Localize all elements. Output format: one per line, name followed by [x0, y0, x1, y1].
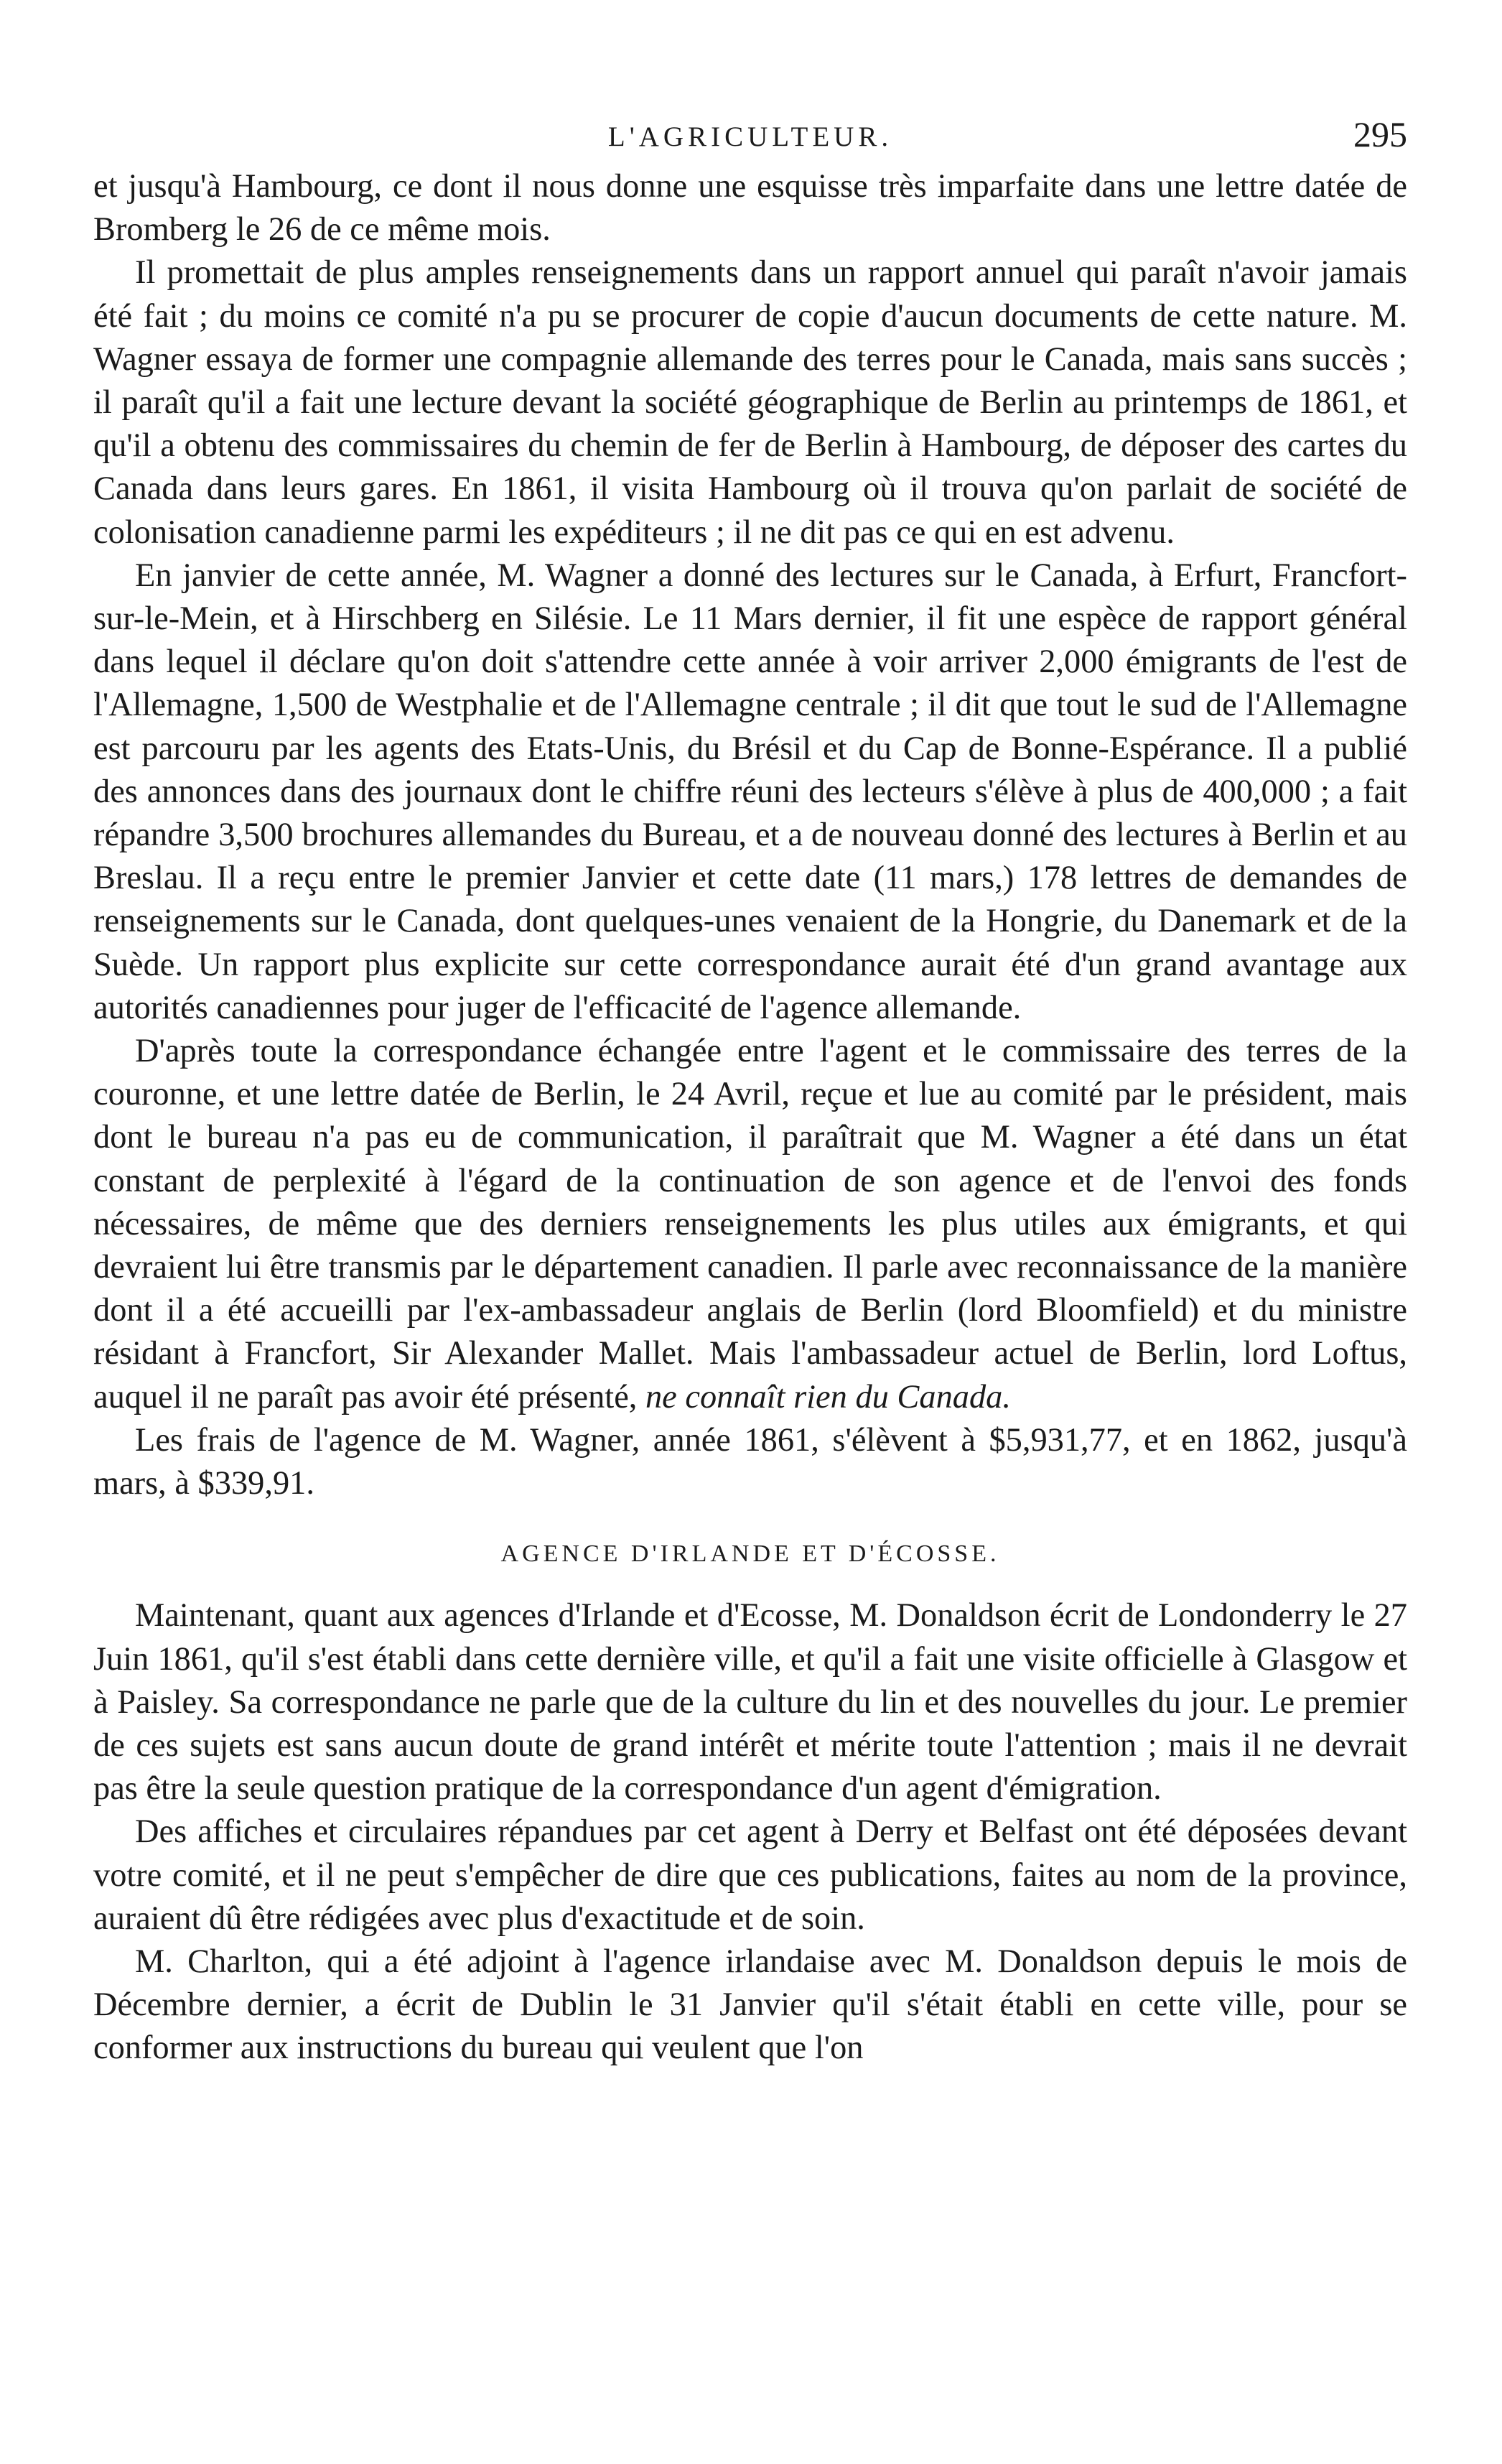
- running-head: [93, 108, 1407, 165]
- section-heading: AGENCE D'IRLANDE ET D'ÉCOSSE.: [500, 1540, 1000, 1568]
- paragraph-rapport-annuel: Il promettait de plus amples renseignements dans un rapport annuel qui paraît n'avoir jamais été fait ; du moins ce comité n'a pu se procurer de copie d'aucun documents de cette nature. M. Wagner essaya de former une compagnie allemande des terres pour le Canada, mais sans succès ; il paraît qu'il a fait une lecture devant la société géographique de Berlin au printemps de 1861, et qu'il a obtenu des commissaires du chemin de fer de Berlin à Hambourg, de déposer des cartes du Canada dans leurs gares. En 1861, il visita Hambourg où il trouva qu'on parlait de société de colonisation canadienne parmi les expéditeurs ; il ne dit pas ce qui en est advenu.: [93, 254, 1407, 551]
- page-number: 295: [1353, 114, 1407, 154]
- paragraph-donaldson: Maintenant, quant aux agences d'Irlande et d'Ecosse, M. Donaldson écrit de Londonderry le 27 Juin 1861, qu'il s'est établi dans cette dernière ville, et qu'il a fait une visite officielle à Glasgow et à Paisley. Sa correspondance ne parle que de la culture du lin et des nouvelles du jour. Le premier de ces sujets est sans aucun doute de grand intérêt et mérite toute l'attention ; mais il ne devrait pas être la seule question pratique de la correspondance d'un agent d'émigration.: [93, 1597, 1407, 1808]
- paragraph-correspondance: [93, 1030, 1407, 1419]
- body-text: [93, 165, 1407, 2070]
- paragraph-continued: et jusqu'à Hambourg, ce dont il nous donne une esquisse très imparfaite dans une lettre datée de Bromberg le 26 de ce même mois.: [93, 168, 1407, 248]
- paragraph-lectures-janvier: En janvier de cette année, M. Wagner a donné des lectures sur le Canada, à Erfurt, Francfort-sur-le-Mein, et à Hirschberg en Silésie. Le 11 Mars dernier, il fit une espèce de rapport général dans lequel il déclare qu'on doit s'attendre cette année à voir arriver 2,000 émigrants de l'est de l'Allemagne, 1,500 de Westphalie et de l'Allemagne centrale ; il dit que tout le sud de l'Allemagne est parcouru par les agents des Etats-Unis, du Brésil et du Cap de Bonne-Espérance. Il a publié des annonces dans des journaux dont le chiffre réuni des lecteurs s'élève à plus de 400,000 ; a fait répandre 3,500 brochures allemandes du Bureau, et a de nouveau donné des lectures à Berlin et au Breslau. Il a reçu entre le premier Janvier et cette date (11 mars,) 178 lettres de demandes de renseignements sur le Canada, dont quelques-unes venaient de la Hongrie, du Danemark et de la Suède. Un rapport plus explicite sur cette correspondance aurait été d'un grand avantage aux autorités canadiennes pour juger de l'efficacité de l'agence allemande.: [93, 557, 1407, 1026]
- paragraph-affiches: Des affiches et circulaires répandues par cet agent à Derry et Belfast ont été déposées devant votre comité, et il ne peut s'empêcher de dire que ces publications, faites au nom de la province, auraient dû être rédigées avec plus d'exactitude et de soin.: [93, 1813, 1407, 1937]
- correspondance-text: D'après toute la correspondance échangée entre l'agent et le commissaire des terres de la couronne, et une lettre datée de Berlin, le 24 Avril, reçue et lue au comité par le président, mais dont le bureau n'a pas eu de communication, il paraîtrait que M. Wagner a été dans un état constant de perplexité à l'égard de la continuation de son agence et de l'envoi des fonds nécessaires, de même que des derniers renseignements les plus utiles aux émigrants, et qui devraient lui être transmis par le département canadien. Il parle avec reconnaissance de la manière dont il a été accueilli par l'ex-ambassadeur anglais de Berlin (lord Bloomfield) et du ministre résidant à Francfort, Sir Alexander Mallet. Mais l'ambassadeur actuel de Berlin, lord Loftus, auquel il ne paraît pas avoir été présenté,: [93, 1033, 1407, 1415]
- running-title: L'AGRICULTEUR.: [607, 121, 893, 152]
- correspondance-italic: ne connaît rien du Canada.: [645, 1378, 1011, 1415]
- paragraph-charlton: M. Charlton, qui a été adjoint à l'agence irlandaise avec M. Donaldson depuis le mois de Décembre dernier, a écrit de Dublin le 31 Janvier qu'il s'était établi en cette ville, pour se conformer aux instructions du bureau qui veulent que l'on: [93, 1943, 1407, 2067]
- book-page: [93, 108, 1407, 2070]
- paragraph-frais-agence: Les frais de l'agence de M. Wagner, année 1861, s'élèvent à $5,931,77, et en 1862, jusqu'à mars, à $339,91.: [93, 1421, 1407, 1502]
